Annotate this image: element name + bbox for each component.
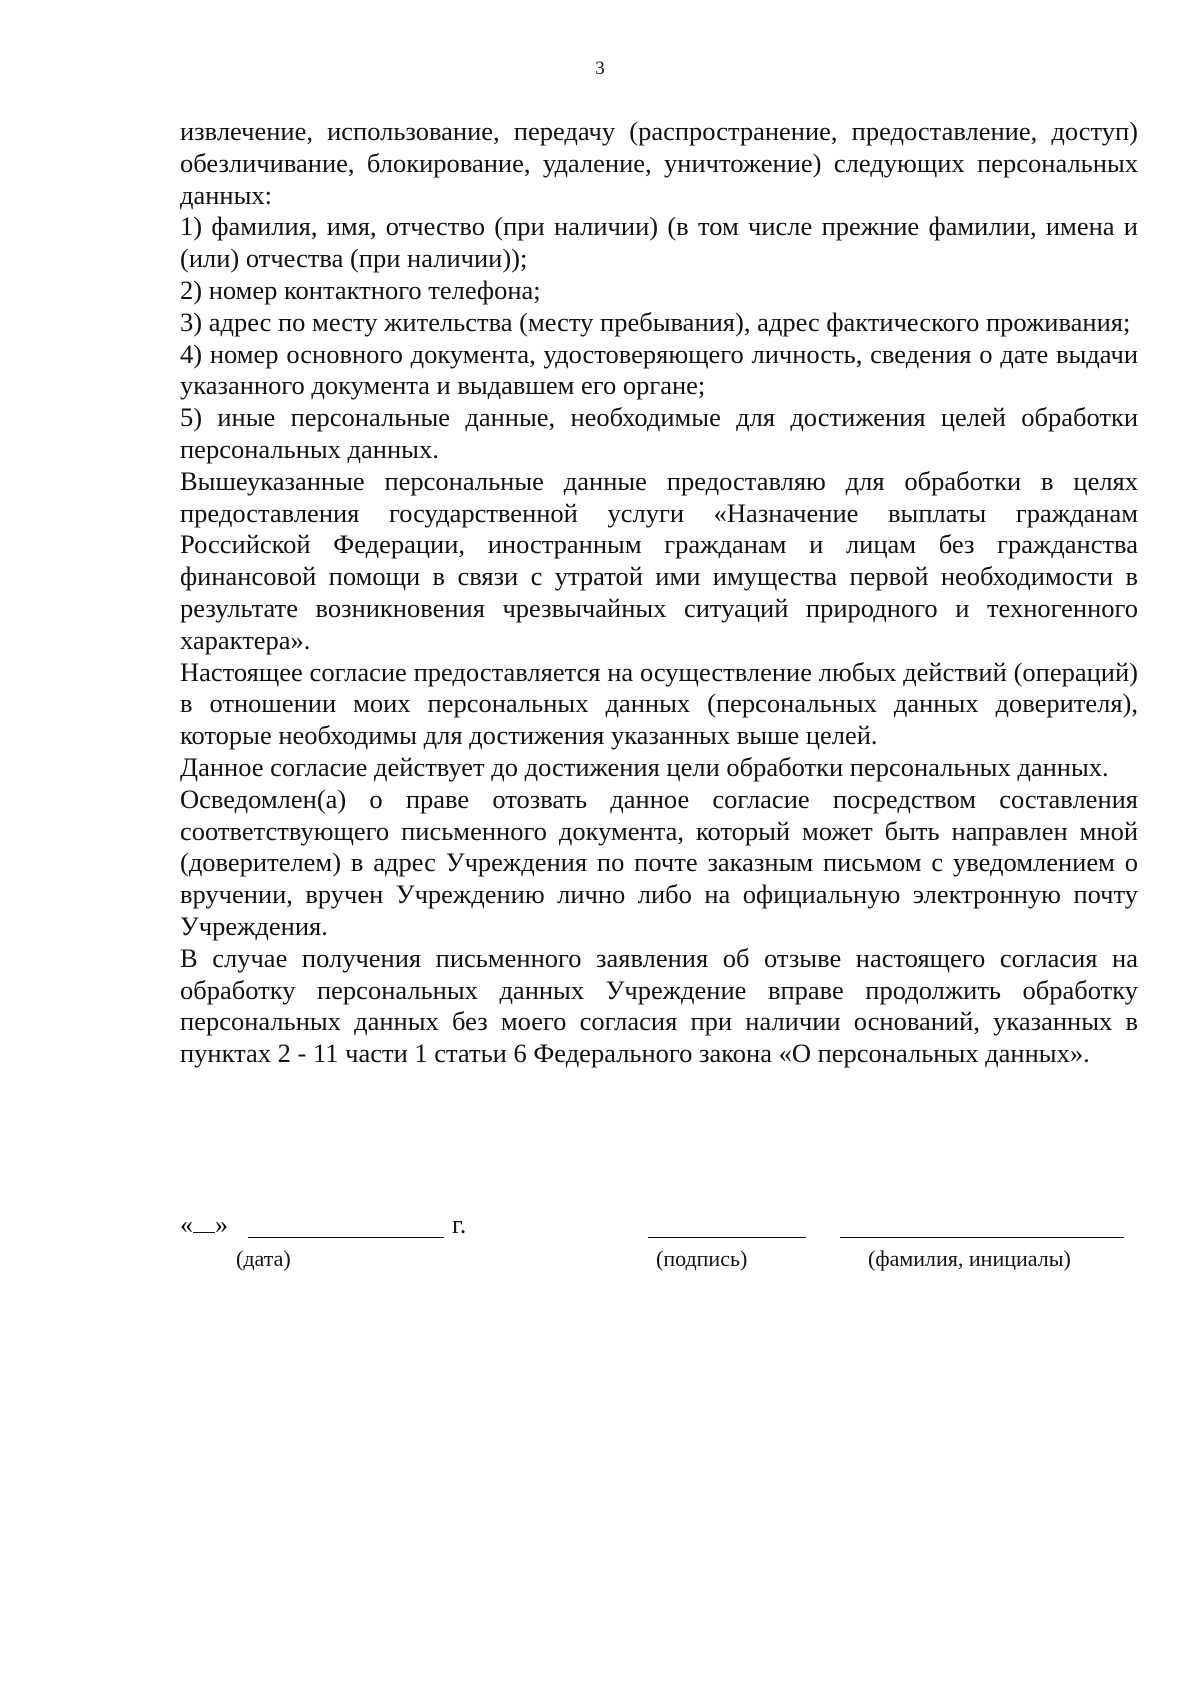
paragraph-continued-processing: В случае получения письменного заявления об отзыве настоящего согласия на обработку персональных данных Учреждение вправе продолжить обработку персональных данных без моего согласия при наличии оснований, указанных в пунктах 2 - 11 части 1 статьи 6 Федерального закона «О персональных данных».: [180, 942, 1138, 1069]
list-item-phone: 2) номер контактного телефона;: [180, 274, 541, 305]
date-caption: (дата): [236, 1246, 291, 1271]
consent-text: [180, 116, 1138, 1070]
paragraph-purpose: Вышеуказанные персональные данные предоставляю для обработки в целях предоставления государственной услуги «Назначение выплаты гражданам Российской Федерации, иностранным гражданам и лицам без гражданства финансовой помощи в связи с утратой ими имущества первой необходимости в результате возникновения чрезвычайных ситуаций природного и техногенного характера».: [180, 465, 1138, 655]
list-item-identity-document: 4) номер основного документа, удостоверяющего личность, сведения о дате выдачи указанного документа и выдавшем его органе;: [180, 338, 1138, 401]
name-blank-line[interactable]: [840, 1237, 1124, 1238]
signature-blank-line[interactable]: [648, 1237, 806, 1238]
page-number: 3: [595, 58, 605, 79]
signature-block: [180, 1210, 1138, 1280]
date-month-blank-line[interactable]: [248, 1237, 444, 1238]
paragraph-processing-actions: извлечение, использование, передачу (распространение, предоставление, доступ) обезличивание, блокирование, удаление, уничтожение) следующих персональных данных:: [180, 116, 1138, 210]
quote-close: »: [215, 1210, 228, 1239]
date-day-field[interactable]: [180, 1210, 228, 1240]
quote-open: «: [180, 1210, 193, 1239]
year-suffix: г.: [452, 1210, 467, 1239]
paragraph-revocation: Осведомлен(а) о праве отозвать данное согласие посредством составления соответствующего письменного документа, который может быть направлен мной (доверителем) в адрес Учреждения по почте заказным письмом с уведомлением о вручении, вручен Учреждению лично либо на официальную электронную почту Учреждения.: [180, 783, 1138, 941]
list-item-other-data: 5) иные персональные данные, необходимые для достижения целей обработки персональных данных.: [180, 402, 1138, 464]
name-caption: (фамилия, инициалы): [868, 1246, 1071, 1271]
list-item-full-name: 1) фамилия, имя, отчество (при наличии) (в том числе прежние фамилии, имена и (или) отчества (при наличии));: [180, 211, 1138, 274]
paragraph-scope: Настоящее согласие предоставляется на осуществление любых действий (операций) в отношении моих персональных данных (персональных данных доверителя), которые необходимы для достижения указанных выше целей.: [180, 656, 1138, 751]
signature-caption: (подпись): [656, 1246, 748, 1271]
day-blank-line: [193, 1210, 215, 1233]
paragraph-validity: Данное согласие действует до достижения цели обработки персональных данных.: [180, 751, 1109, 782]
list-item-address: 3) адрес по месту жительства (месту пребывания), адрес фактического проживания;: [180, 306, 1131, 337]
